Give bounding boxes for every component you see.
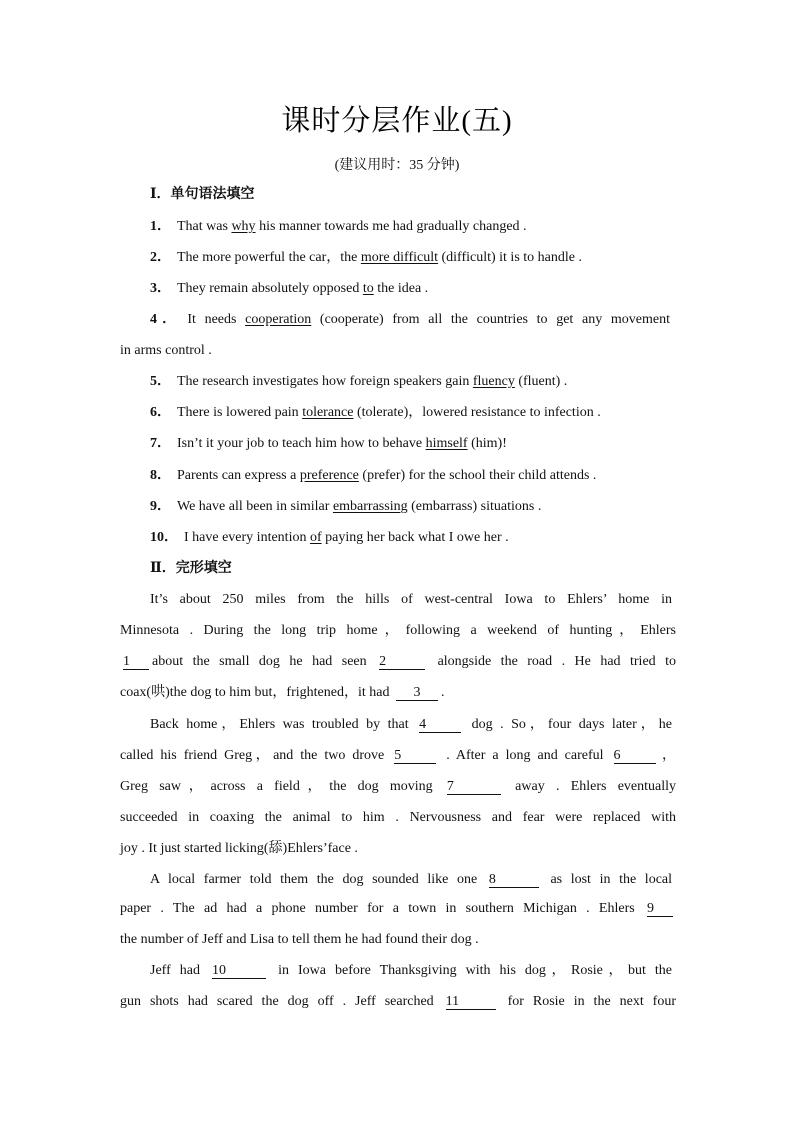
- passage-text: .: [440, 685, 445, 700]
- blank-1: 1: [123, 654, 149, 670]
- blank-8: 8: [489, 872, 539, 888]
- passage-line: Minnesota . During the long trip home，following a weekend of hunting，Ehlers: [120, 623, 676, 638]
- passage-text: A local farmer told them the dog sounded like one: [150, 872, 478, 887]
- passage-text: Jeff had: [150, 963, 200, 978]
- passage-line: [120, 653, 676, 671]
- list-item: [150, 280, 706, 298]
- item-number: 2．: [150, 250, 171, 265]
- blank-11: 11: [446, 994, 496, 1010]
- passage-line: [120, 747, 676, 765]
- item-number: 7．: [150, 436, 171, 451]
- passage-text: paper . The ad had a phone number for a town in southern Michigan . Ehlers: [120, 901, 635, 916]
- passage-text: ，: [658, 748, 676, 763]
- item-text: (prefer) for the school their child attends .: [358, 468, 597, 483]
- blank-5: 5: [394, 748, 436, 764]
- item-number: 3．: [150, 281, 171, 296]
- item-number: 4．: [150, 312, 182, 327]
- list-item: [150, 404, 706, 422]
- passage-line: [150, 871, 672, 889]
- section1-heading: Ⅰ．单句语法填空: [150, 187, 255, 202]
- answer: tolerance: [302, 405, 354, 420]
- passage-line: joy . It just started licking(舔)Ehlers’face .: [120, 841, 358, 856]
- passage-text: Greg saw，across a field，the dog moving: [120, 779, 433, 794]
- list-item: [150, 249, 706, 267]
- blank-3: 3: [396, 685, 438, 701]
- item-text: Parents can express a: [177, 468, 300, 483]
- passage-text: coax(哄)the dog to him but，frightened，it had: [120, 685, 390, 700]
- item-text: (difficult) it is to handle .: [437, 250, 582, 265]
- answer: preference: [299, 468, 359, 483]
- blank-6: 6: [614, 748, 656, 764]
- item-number: 5．: [150, 374, 171, 389]
- item-number: 8．: [150, 468, 171, 483]
- item-text: It needs: [187, 312, 246, 327]
- passage-line: [150, 716, 672, 734]
- item-text: I have every intention: [184, 530, 310, 545]
- answer: to: [362, 281, 374, 296]
- item-text: The research investigates how foreign speakers gain: [177, 374, 473, 389]
- item-text: They remain absolutely opposed: [177, 281, 363, 296]
- passage-text: alongside the road . He had tried to: [437, 654, 677, 669]
- item-text: That was: [177, 219, 232, 234]
- answer: cooperation: [245, 312, 312, 327]
- page-title: 课时分层作业(五): [281, 105, 513, 137]
- item-number: 9．: [150, 499, 171, 514]
- passage-text: as lost in the local: [550, 872, 673, 887]
- item-text: (him)!: [467, 436, 507, 451]
- item-text: (cooperate) from all the countries to get any movement: [311, 312, 670, 327]
- answer: more difficult: [360, 250, 438, 265]
- answer: fluency: [472, 374, 515, 389]
- item-text: We have all been in similar: [177, 499, 333, 514]
- page-subtitle: (建议用时：35 分钟): [334, 158, 460, 173]
- list-item: [150, 467, 706, 485]
- passage-line: [120, 778, 676, 796]
- item-number: 6．: [150, 405, 171, 420]
- answer: of: [309, 530, 322, 545]
- item-text: (fluent) .: [514, 374, 568, 389]
- item-number: 1．: [150, 219, 171, 234]
- passage-line: [120, 993, 676, 1011]
- item-number: 10．: [150, 530, 178, 545]
- passage-line: [150, 962, 672, 980]
- item-text: paying her back what I owe her .: [321, 530, 509, 545]
- list-item: [150, 498, 706, 516]
- list-item-continuation: in arms control .: [120, 343, 212, 358]
- passage-text: Back home，Ehlers was troubled by that: [150, 717, 409, 732]
- passage-line: [120, 900, 676, 918]
- item-text: Isn’t it your job to teach him how to behave: [177, 436, 426, 451]
- passage-line: It’s about 250 miles from the hills of west-central Iowa to Ehlers’ home in: [150, 592, 672, 607]
- blank-10: 10: [212, 963, 266, 979]
- blank-4: 4: [419, 717, 461, 733]
- passage-line: the number of Jeff and Lisa to tell them he had found their dog .: [120, 932, 479, 947]
- item-text: The more powerful the car，the: [177, 250, 361, 265]
- list-item: [150, 311, 670, 329]
- answer: himself: [425, 436, 468, 451]
- blank-7: 7: [447, 779, 501, 795]
- list-item: [150, 218, 706, 236]
- passage-text: . After a long and careful: [446, 748, 604, 763]
- item-text: (embarrass) situations .: [407, 499, 542, 514]
- answer: why: [231, 219, 256, 234]
- section2-heading: Ⅱ．完形填空: [150, 561, 232, 576]
- blank-2: 2: [379, 654, 425, 670]
- passage-text: called his friend Greg，and the two drove: [120, 748, 385, 763]
- item-text: his manner towards me had gradually changed .: [255, 219, 527, 234]
- passage-text: away . Ehlers eventually: [515, 779, 677, 794]
- item-text: There is lowered pain: [177, 405, 303, 420]
- passage-text: in Iowa before Thanksgiving with his dog，Rosie，but the: [278, 963, 673, 978]
- list-item: [150, 435, 706, 453]
- passage-text: dog . So，four days later，he: [471, 717, 673, 732]
- blank-9: 9: [647, 901, 673, 917]
- passage-line: succeeded in coaxing the animal to him . Nervousness and fear were replaced with: [120, 810, 676, 825]
- passage-text: gun shots had scared the dog off . Jeff searched: [120, 994, 434, 1009]
- list-item: [150, 373, 706, 391]
- answer: embarrassing: [332, 499, 408, 514]
- item-text: the idea .: [373, 281, 429, 296]
- passage-text: for Rosie in the next four: [507, 994, 676, 1009]
- passage-line: [120, 684, 676, 702]
- item-text: (tolerate)，lowered resistance to infection .: [353, 405, 601, 420]
- list-item: [150, 529, 706, 547]
- passage-text: about the small dog he had seen: [152, 654, 367, 669]
